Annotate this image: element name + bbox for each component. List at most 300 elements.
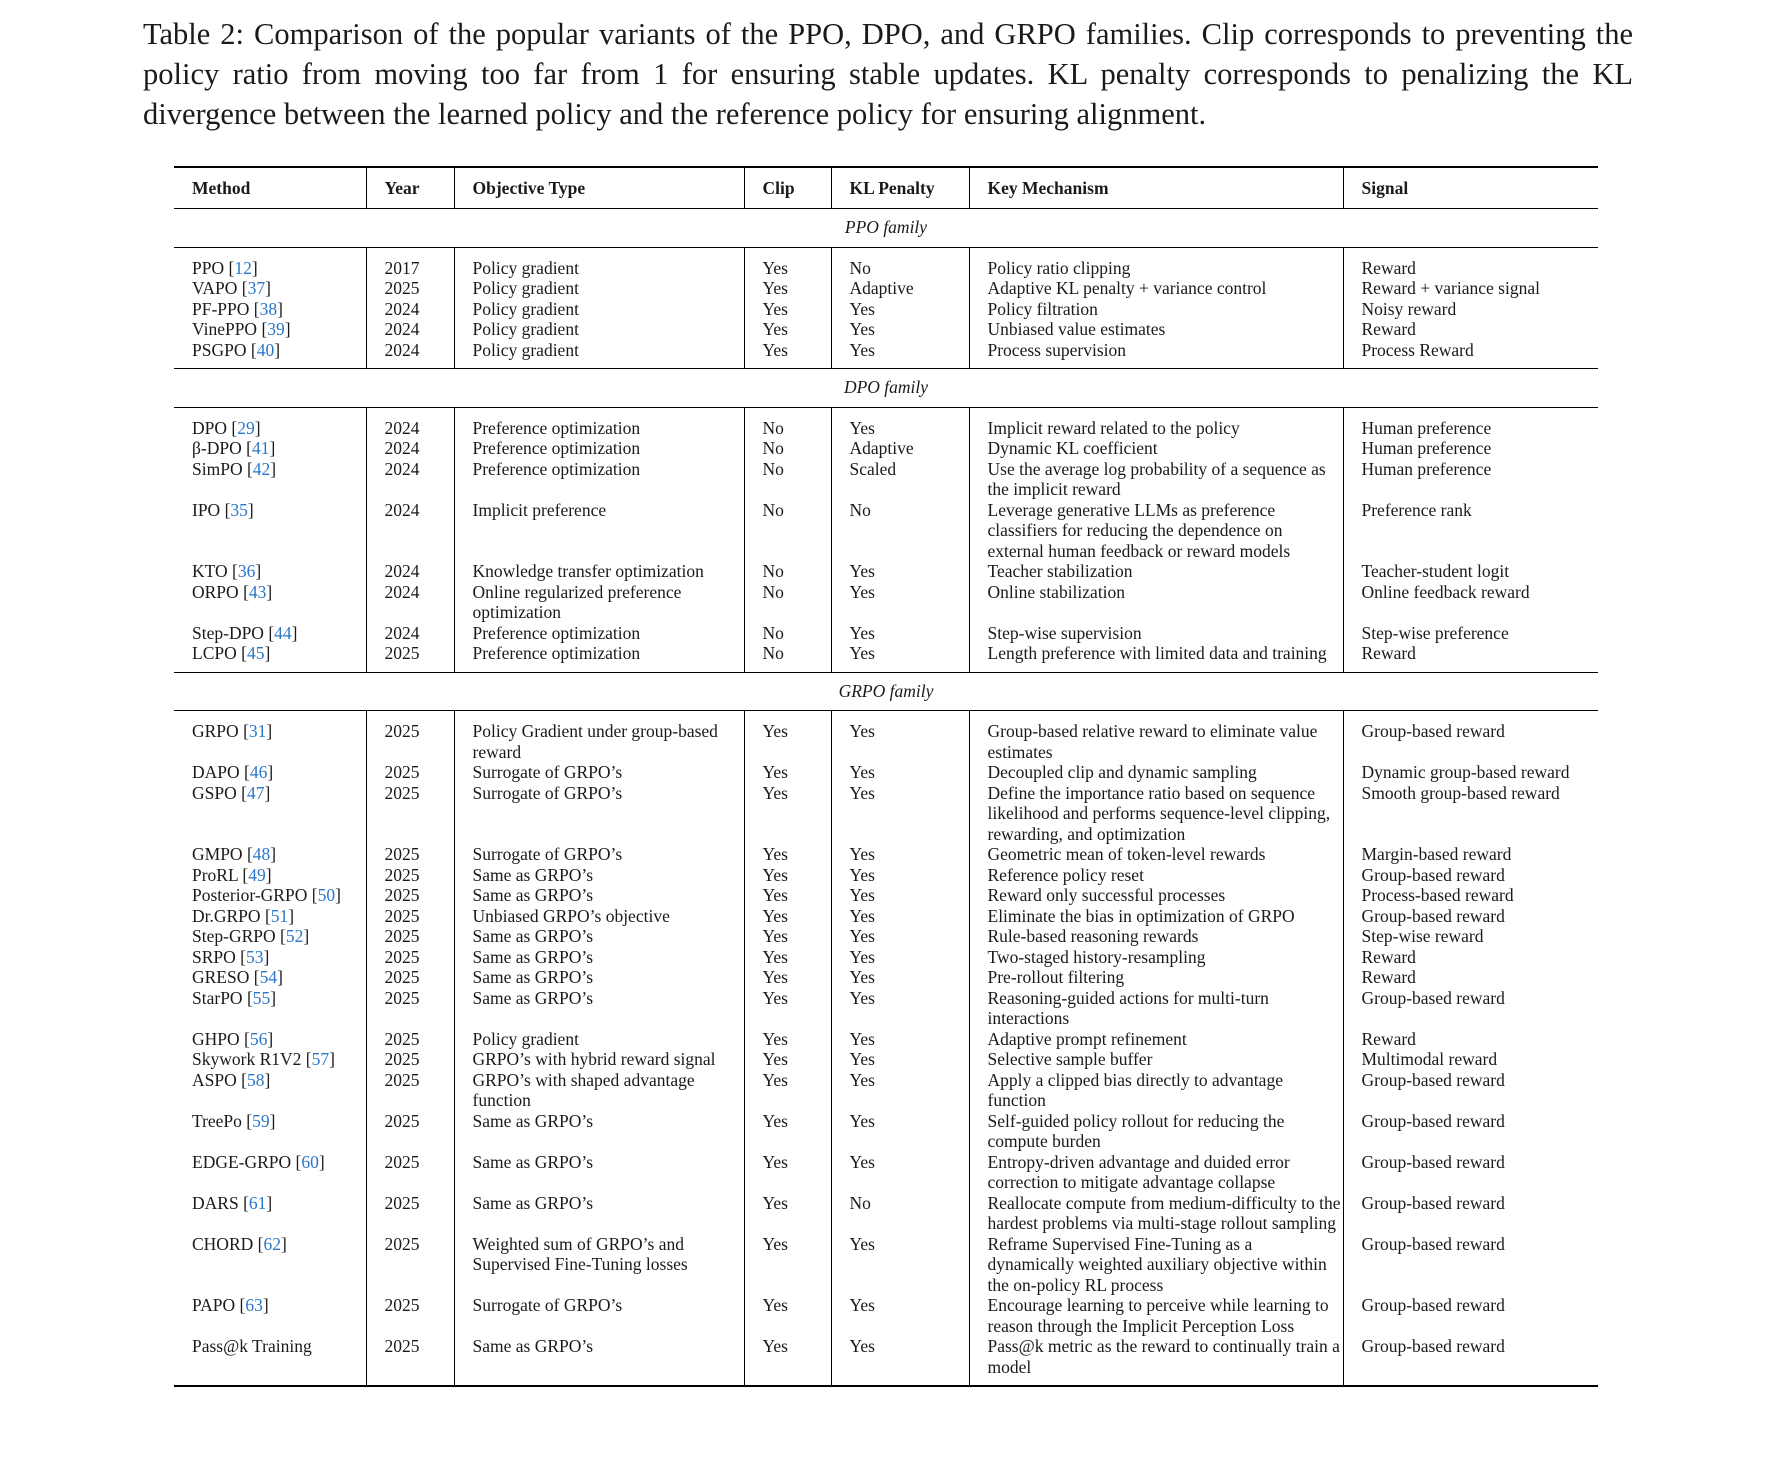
citation-link[interactable]: 44: [274, 622, 292, 643]
kl-penalty-cell: Yes: [831, 299, 969, 320]
method-cell: TreePo [59]: [174, 1111, 366, 1152]
clip-cell: No: [744, 643, 831, 672]
mechanism-cell: Self-guided policy rollout for reducing the compute burden: [969, 1111, 1343, 1152]
method-cell: LCPO [45]: [174, 643, 366, 672]
signal-cell: Reward: [1361, 319, 1416, 339]
method-name: GMPO: [192, 844, 243, 864]
year-cell: 2024: [366, 299, 454, 320]
citation-link[interactable]: 56: [249, 1028, 268, 1049]
method-cell: StarPO [55]: [174, 988, 366, 1029]
mechanism-cell: Apply a clipped bias directly to advantage function: [969, 1070, 1343, 1111]
citation-link[interactable]: 41: [251, 438, 270, 458]
table-row: [174, 711, 1598, 763]
header-year: Year: [366, 167, 454, 209]
objective-cell: Same as GRPO’s: [454, 865, 744, 886]
kl-penalty-cell: Yes: [831, 865, 969, 886]
kl-penalty-cell: Yes: [831, 1070, 969, 1111]
table-row: [174, 783, 1598, 845]
clip-cell: Yes: [744, 865, 831, 886]
signal-cell: Reward: [1361, 1028, 1416, 1049]
signal-cell: Multimodal reward: [1361, 1049, 1498, 1069]
method-name: Skywork R1V2: [192, 1049, 302, 1069]
method-name: ORPO: [192, 581, 239, 602]
objective-cell: Policy Gradient under group-based reward: [454, 711, 744, 763]
objective-cell: Preference optimization: [454, 407, 744, 438]
method-name: Step-GRPO: [192, 926, 276, 946]
kl-penalty-cell: No: [831, 247, 969, 278]
kl-penalty-cell: Yes: [831, 1029, 969, 1050]
mechanism-cell: Use the average log probability of a sequence as the implicit reward: [969, 459, 1343, 500]
signal-cell: Step-wise reward: [1361, 926, 1484, 946]
signal-cell: Preference rank: [1361, 499, 1472, 520]
objective-cell: GRPO’s with hybrid reward signal: [454, 1049, 744, 1070]
kl-penalty-cell: Adaptive: [831, 278, 969, 299]
mechanism-cell: Reference policy reset: [969, 865, 1343, 886]
clip-cell: No: [744, 438, 831, 459]
objective-cell: Policy gradient: [454, 299, 744, 320]
mechanism-cell: Define the importance ratio based on sequence likelihood and performs sequence-level clipping, rewarding, and optimization: [969, 783, 1343, 845]
family-title: PPO family: [174, 209, 1598, 248]
kl-penalty-cell: Yes: [831, 1152, 969, 1193]
method-cell: DAPO [46]: [174, 762, 366, 783]
kl-penalty-cell: Yes: [831, 947, 969, 968]
mechanism-cell: Adaptive KL penalty + variance control: [969, 278, 1343, 299]
objective-cell: Preference optimization: [454, 643, 744, 672]
method-name: GSPO: [192, 782, 237, 803]
clip-cell: Yes: [744, 1070, 831, 1111]
mechanism-cell: Encourage learning to perceive while learning to reason through the Implicit Perception Loss: [969, 1295, 1343, 1336]
mechanism-cell: Reframe Supervised Fine-Tuning as a dynamically weighted auxiliary objective within the on-policy RL process: [969, 1234, 1343, 1296]
mechanism-cell: Leverage generative LLMs as preference classifiers for reducing the dependence on external human feedback or reward models: [969, 500, 1343, 562]
kl-penalty-cell: Scaled: [831, 459, 969, 500]
objective-cell: Same as GRPO’s: [454, 885, 744, 906]
citation-link[interactable]: 61: [248, 1192, 267, 1213]
kl-penalty-cell: Yes: [831, 844, 969, 865]
method-cell: PF-PPO [38]: [174, 299, 366, 320]
kl-penalty-cell: Yes: [831, 561, 969, 582]
citation-link[interactable]: 36: [237, 561, 256, 581]
kl-penalty-cell: Yes: [831, 783, 969, 845]
mechanism-cell: Policy filtration: [969, 299, 1343, 320]
method-cell: ORPO [43]: [174, 582, 366, 623]
method-name: StarPO: [192, 987, 243, 1008]
citation-link[interactable]: 29: [237, 417, 255, 438]
citation-link[interactable]: 59: [252, 1110, 270, 1131]
family-header-row: [174, 672, 1598, 711]
table-row: [174, 407, 1598, 438]
method-cell: PPO [12]: [174, 247, 366, 278]
kl-penalty-cell: Adaptive: [831, 438, 969, 459]
table-row: [174, 561, 1598, 582]
signal-cell: Group-based reward: [1361, 1069, 1505, 1090]
method-name: SimPO: [192, 458, 243, 479]
citation-link[interactable]: 53: [245, 946, 264, 967]
clip-cell: Yes: [744, 1193, 831, 1234]
objective-cell: Policy gradient: [454, 278, 744, 299]
method-cell: PAPO [63]: [174, 1295, 366, 1336]
kl-penalty-cell: Yes: [831, 643, 969, 672]
mechanism-cell: Rule-based reasoning rewards: [969, 926, 1343, 947]
year-cell: 2024: [366, 500, 454, 562]
signal-cell: Group-based reward: [1361, 1192, 1505, 1213]
signal-cell: Teacher-student logit: [1361, 561, 1510, 581]
table-row: [174, 1070, 1598, 1111]
signal-cell: Process Reward: [1343, 340, 1598, 369]
signal-cell: Noisy reward: [1361, 298, 1457, 319]
clip-cell: Yes: [744, 340, 831, 369]
year-cell: 2025: [366, 947, 454, 968]
year-cell: 2025: [366, 885, 454, 906]
objective-cell: Same as GRPO’s: [454, 1111, 744, 1152]
table-row: [174, 1111, 1598, 1152]
method-cell: Step-DPO [44]: [174, 623, 366, 644]
mechanism-cell: Pass@k metric as the reward to continually train a model: [969, 1336, 1343, 1386]
year-cell: 2025: [366, 1234, 454, 1296]
method-name: ASPO: [192, 1069, 237, 1090]
objective-cell: Preference optimization: [454, 438, 744, 459]
clip-cell: Yes: [744, 1029, 831, 1050]
clip-cell: No: [744, 407, 831, 438]
clip-cell: Yes: [744, 844, 831, 865]
signal-cell: Human preference: [1361, 438, 1492, 458]
citation-link[interactable]: 62: [263, 1233, 281, 1254]
objective-cell: Policy gradient: [454, 1029, 744, 1050]
table-row: [174, 1029, 1598, 1050]
table-row: [174, 988, 1598, 1029]
signal-cell: Reward: [1343, 643, 1598, 672]
table-caption: Table 2: Comparison of the popular variants of the PPO, DPO, and GRPO families. Clip corresponds to preventing the policy ratio from moving too far from 1 for ensuring stable updates. KL penalty corresponds to penalizing the KL divergence between the learned policy and the reference policy for ensuring alignment.: [143, 17, 1633, 131]
kl-penalty-cell: Yes: [831, 988, 969, 1029]
clip-cell: Yes: [744, 906, 831, 927]
objective-cell: Surrogate of GRPO’s: [454, 762, 744, 783]
year-cell: 2024: [366, 319, 454, 340]
year-cell: 2024: [366, 340, 454, 369]
method-cell: Posterior-GRPO [50]: [174, 885, 366, 906]
method-name: GHPO: [192, 1028, 240, 1049]
objective-cell: Same as GRPO’s: [454, 1193, 744, 1234]
year-cell: 2025: [366, 1295, 454, 1336]
kl-penalty-cell: Yes: [831, 926, 969, 947]
table-row: [174, 500, 1598, 562]
table-row: [174, 1193, 1598, 1234]
method-name: VinePPO: [192, 319, 258, 339]
method-name: SRPO: [192, 946, 236, 967]
method-cell: SRPO [53]: [174, 947, 366, 968]
year-cell: 2024: [366, 582, 454, 623]
signal-cell: Group-based reward: [1361, 1233, 1505, 1254]
kl-penalty-cell: Yes: [831, 319, 969, 340]
mechanism-cell: Online stabilization: [969, 582, 1343, 623]
method-cell: DARS [61]: [174, 1193, 366, 1234]
clip-cell: No: [744, 561, 831, 582]
citation-link[interactable]: 31: [248, 721, 267, 741]
signal-cell: Smooth group-based reward: [1361, 782, 1560, 803]
table-row: [174, 762, 1598, 783]
citation-link[interactable]: 54: [259, 967, 278, 987]
signal-cell: Group-based reward: [1361, 1151, 1505, 1172]
table-row: [174, 643, 1598, 672]
citation-link[interactable]: 57: [311, 1049, 330, 1069]
method-name: β-DPO: [192, 438, 242, 458]
year-cell: 2025: [366, 1193, 454, 1234]
signal-cell: Human preference: [1361, 458, 1492, 479]
year-cell: 2025: [366, 967, 454, 988]
objective-cell: Weighted sum of GRPO’s and Supervised Fine-Tuning losses: [454, 1234, 744, 1296]
method-name: Dr.GRPO: [192, 905, 261, 926]
citation-link[interactable]: 42: [252, 458, 271, 479]
citation-link[interactable]: 43: [248, 581, 267, 602]
table-row: [174, 319, 1598, 340]
method-cell: SimPO [42]: [174, 459, 366, 500]
method-name: DAPO: [192, 762, 240, 782]
year-cell: 2017: [366, 247, 454, 278]
method-name: PPO: [192, 257, 225, 278]
mechanism-cell: Eliminate the bias in optimization of GRPO: [969, 906, 1343, 927]
objective-cell: Same as GRPO’s: [454, 967, 744, 988]
year-cell: 2025: [366, 1049, 454, 1070]
year-cell: 2025: [366, 926, 454, 947]
mechanism-cell: Teacher stabilization: [969, 561, 1343, 582]
kl-penalty-cell: Yes: [831, 885, 969, 906]
signal-cell: Group-based reward: [1361, 905, 1505, 926]
citation-link[interactable]: 50: [317, 885, 336, 905]
method-cell: Skywork R1V2 [57]: [174, 1049, 366, 1070]
table-row: [174, 438, 1598, 459]
method-cell: IPO [35]: [174, 500, 366, 562]
clip-cell: Yes: [744, 926, 831, 947]
mechanism-cell: Pre-rollout filtering: [969, 967, 1343, 988]
clip-cell: Yes: [744, 947, 831, 968]
kl-penalty-cell: Yes: [831, 1295, 969, 1336]
objective-cell: Surrogate of GRPO’s: [454, 783, 744, 845]
clip-cell: Yes: [744, 885, 831, 906]
citation-link[interactable]: 48: [252, 844, 271, 864]
kl-penalty-cell: Yes: [831, 967, 969, 988]
citation-link[interactable]: 35: [230, 499, 248, 520]
year-cell: 2025: [366, 1070, 454, 1111]
method-cell: GRPO [31]: [174, 711, 366, 763]
table-row: [174, 906, 1598, 927]
table-row: [174, 1234, 1598, 1296]
year-cell: 2024: [366, 561, 454, 582]
method-name: VAPO: [192, 278, 238, 298]
year-cell: 2025: [366, 783, 454, 845]
clip-cell: Yes: [744, 988, 831, 1029]
clip-cell: Yes: [744, 711, 831, 763]
clip-cell: Yes: [744, 1234, 831, 1296]
signal-cell: Step-wise preference: [1361, 622, 1509, 643]
year-cell: 2025: [366, 1029, 454, 1050]
objective-cell: Surrogate of GRPO’s: [454, 1295, 744, 1336]
table-row: [174, 582, 1598, 623]
method-name: KTO: [192, 561, 228, 581]
method-name: PSGPO: [192, 339, 247, 360]
method-cell: VinePPO [39]: [174, 319, 366, 340]
method-name: PF-PPO: [192, 298, 250, 319]
mechanism-cell: Process supervision: [969, 340, 1343, 369]
citation-link[interactable]: 47: [246, 782, 265, 803]
family-header-row: [174, 369, 1598, 408]
mechanism-cell: Selective sample buffer: [969, 1049, 1343, 1070]
kl-penalty-cell: Yes: [831, 1111, 969, 1152]
signal-cell: Dynamic group-based reward: [1361, 762, 1570, 782]
kl-penalty-cell: No: [831, 500, 969, 562]
citation-link[interactable]: 12: [234, 257, 252, 278]
objective-cell: Unbiased GRPO’s objective: [454, 906, 744, 927]
table-row: [174, 885, 1598, 906]
table-row: [174, 299, 1598, 320]
citation-link[interactable]: 60: [301, 1151, 319, 1172]
citation-link[interactable]: 39: [267, 319, 285, 339]
clip-cell: No: [744, 623, 831, 644]
mechanism-cell: Step-wise supervision: [969, 623, 1343, 644]
method-cell: GSPO [47]: [174, 783, 366, 845]
method-cell: PSGPO [40]: [174, 340, 366, 369]
mechanism-cell: Geometric mean of token-level rewards: [969, 844, 1343, 865]
clip-cell: Yes: [744, 1049, 831, 1070]
table-row: [174, 1152, 1598, 1193]
citation-link[interactable]: 55: [252, 987, 271, 1008]
header-key-mechanism: Key Mechanism: [969, 167, 1343, 209]
citation-link[interactable]: 37: [247, 278, 266, 298]
mechanism-cell: Reward only successful processes: [969, 885, 1343, 906]
objective-cell: Same as GRPO’s: [454, 1152, 744, 1193]
citation-link[interactable]: 52: [285, 926, 304, 946]
table-row: [174, 967, 1598, 988]
kl-penalty-cell: Yes: [831, 711, 969, 763]
clip-cell: No: [744, 500, 831, 562]
signal-cell: Reward: [1361, 967, 1416, 987]
mechanism-cell: Reallocate compute from medium-difficulty to the hardest problems via multi-stage rollout sampling: [969, 1193, 1343, 1234]
objective-cell: Online regularized preference optimization: [454, 582, 744, 623]
year-cell: 2024: [366, 459, 454, 500]
method-cell: DPO [29]: [174, 407, 366, 438]
clip-cell: No: [744, 582, 831, 623]
mechanism-cell: Length preference with limited data and training: [969, 643, 1343, 672]
mechanism-cell: Decoupled clip and dynamic sampling: [969, 762, 1343, 783]
method-name: Posterior-GRPO: [192, 885, 308, 905]
method-name: ProRL: [192, 864, 239, 885]
objective-cell: Policy gradient: [454, 319, 744, 340]
year-cell: 2025: [366, 643, 454, 672]
signal-cell: Group-based reward: [1361, 1295, 1505, 1315]
mechanism-cell: Reasoning-guided actions for multi-turn interactions: [969, 988, 1343, 1029]
comparison-table: [174, 166, 1598, 1387]
method-name: DPO: [192, 417, 228, 438]
year-cell: 2024: [366, 407, 454, 438]
method-cell: CHORD [62]: [174, 1234, 366, 1296]
year-cell: 2025: [366, 844, 454, 865]
method-cell: GRESO [54]: [174, 967, 366, 988]
clip-cell: Yes: [744, 319, 831, 340]
method-cell: Step-GRPO [52]: [174, 926, 366, 947]
clip-cell: Yes: [744, 247, 831, 278]
signal-cell: Group-based reward: [1343, 1336, 1598, 1386]
kl-penalty-cell: No: [831, 1193, 969, 1234]
signal-cell: Reward: [1361, 946, 1416, 967]
method-name: PAPO: [192, 1295, 236, 1315]
table-row: [174, 1336, 1598, 1386]
clip-cell: Yes: [744, 278, 831, 299]
kl-penalty-cell: Yes: [831, 762, 969, 783]
year-cell: 2024: [366, 438, 454, 459]
table-row: [174, 247, 1598, 278]
objective-cell: Surrogate of GRPO’s: [454, 844, 744, 865]
header-clip: Clip: [744, 167, 831, 209]
mechanism-cell: Dynamic KL coefficient: [969, 438, 1343, 459]
citation-link[interactable]: 45: [246, 643, 265, 663]
citation-link[interactable]: 46: [249, 762, 268, 782]
method-name: TreePo: [192, 1110, 242, 1131]
table-row: [174, 926, 1598, 947]
method-cell: VAPO [37]: [174, 278, 366, 299]
family-header-row: [174, 209, 1598, 248]
method-cell: GHPO [56]: [174, 1029, 366, 1050]
year-cell: 2025: [366, 988, 454, 1029]
kl-penalty-cell: Yes: [831, 1234, 969, 1296]
mechanism-cell: Policy ratio clipping: [969, 247, 1343, 278]
objective-cell: Same as GRPO’s: [454, 926, 744, 947]
signal-cell: Group-based reward: [1361, 987, 1505, 1008]
method-cell: ASPO [58]: [174, 1070, 366, 1111]
kl-penalty-cell: Yes: [831, 407, 969, 438]
table-row: [174, 947, 1598, 968]
signal-cell: Group-based reward: [1361, 864, 1505, 885]
citation-link[interactable]: 49: [248, 864, 266, 885]
objective-cell: Preference optimization: [454, 623, 744, 644]
kl-penalty-cell: Yes: [831, 906, 969, 927]
table-row: [174, 1049, 1598, 1070]
table-row: [174, 459, 1598, 500]
year-cell: 2025: [366, 762, 454, 783]
clip-cell: Yes: [744, 1336, 831, 1386]
mechanism-cell: Adaptive prompt refinement: [969, 1029, 1343, 1050]
citation-link[interactable]: 63: [245, 1295, 263, 1315]
clip-cell: Yes: [744, 1111, 831, 1152]
clip-cell: Yes: [744, 1295, 831, 1336]
clip-cell: Yes: [744, 762, 831, 783]
citation-link[interactable]: 40: [256, 339, 275, 360]
citation-link[interactable]: 51: [270, 905, 289, 926]
kl-penalty-cell: Yes: [831, 623, 969, 644]
clip-cell: Yes: [744, 967, 831, 988]
table-row: [174, 1295, 1598, 1336]
header-signal: Signal: [1361, 178, 1409, 198]
signal-cell: Reward + variance signal: [1361, 278, 1540, 298]
mechanism-cell: Entropy-driven advantage and duided error correction to mitigate advantage collapse: [969, 1152, 1343, 1193]
year-cell: 2025: [366, 865, 454, 886]
citation-link[interactable]: 58: [246, 1069, 265, 1090]
method-name: DARS: [192, 1192, 239, 1213]
objective-cell: Implicit preference: [454, 500, 744, 562]
table-row: [174, 278, 1598, 299]
header-method: Method: [174, 167, 366, 209]
citation-link[interactable]: 38: [259, 298, 278, 319]
signal-cell: Margin-based reward: [1361, 844, 1512, 864]
year-cell: 2025: [366, 711, 454, 763]
method-name: IPO: [192, 499, 221, 520]
year-cell: 2025: [366, 1336, 454, 1386]
method-cell: Dr.GRPO [51]: [174, 906, 366, 927]
method-cell: ProRL [49]: [174, 865, 366, 886]
clip-cell: Yes: [744, 1152, 831, 1193]
clip-cell: Yes: [744, 783, 831, 845]
objective-cell: Same as GRPO’s: [454, 1336, 744, 1386]
year-cell: 2025: [366, 278, 454, 299]
objective-cell: Policy gradient: [454, 340, 744, 369]
objective-cell: Knowledge transfer optimization: [454, 561, 744, 582]
family-title: GRPO family: [174, 672, 1598, 711]
